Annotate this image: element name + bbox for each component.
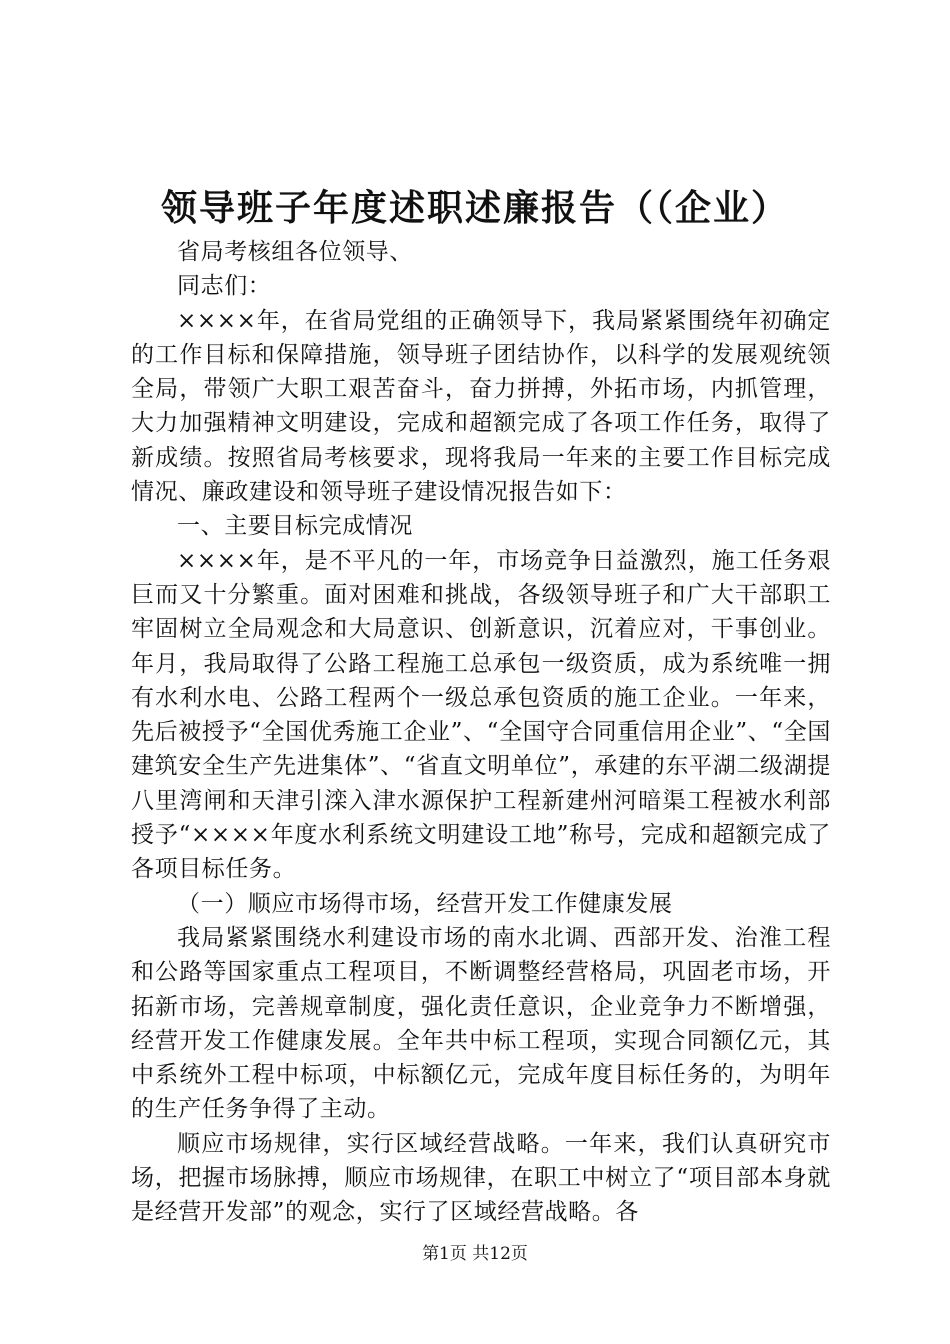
document-title: 领导班子年度述职述廉报告（（企业） <box>160 187 789 229</box>
section-heading: 一、主要目标完成情况 <box>177 513 413 540</box>
body-paragraph: 顺应市场规律，实行区域经营战略。一年来，我们认真研究市场，把握市场脉搏，顺应市场规律，在职工中树立了“项目部本身就是经营开发部”的观念，实行了区域经营战略。各 <box>131 1130 831 1226</box>
body-paragraph: ××××年，在省局党组的正确领导下，我局紧紧围绕年初确定的工作目标和保障措施，领导班子团结协作，以科学的发展观统领全局，带领广大职工艰苦奋斗，奋力拼搏，外拓市场，内抓管理，大力加强精神文明建设，完成和超额完成了各项工作任务，取得了新成绩。按照省局考核要求，现将我局一年来的主要工作目标完成情况、廉政建设和领导班子建设情况报告如下： <box>131 307 831 506</box>
body-paragraph: ××××年，是不平凡的一年，市场竞争日益激烈，施工任务艰巨而又十分繁重。面对困难和挑战，各级领导班子和广大干部职工牢固树立全局观念和大局意识、创新意识，沉着应对，干事创业。年月，我局取得了公路工程施工总承包一级资质，成为系统唯一拥有水利水电、公路工程两个一级总承包资质的施工企业。一年来，先后被授予“全国优秀施工企业”、“全国守合同重信用企业”、“全国建筑安全生产先进集体”、“省直文明单位”，承建的东平湖二级湖提八里湾闸和天津引滦入津水源保护工程新建州河暗渠工程被水利部授予“××××年度水利系统文明建设工地”称号，完成和超额完成了各项目标任务。 <box>131 547 831 883</box>
page-footer: 第1页 共12页 <box>422 1244 528 1264</box>
salutation-line: 同志们： <box>177 273 272 300</box>
body-paragraph: 我局紧紧围绕水利建设市场的南水北调、西部开发、治淮工程和公路等国家重点工程项目，不断调整经营格局，巩固老市场，开拓新市场，完善规章制度，强化责任意识，企业竞争力不断增强，经营开发工作健康发展。全年共中标工程项，实现合同额亿元，其中系统外工程中标项，中标额亿元，完成年度目标任务的，为明年的生产任务争得了主动。 <box>131 924 831 1123</box>
subsection-heading: （一）顺应市场得市场，经营开发工作健康发展 <box>177 890 673 917</box>
salutation-line: 省局考核组各位领导、 <box>177 239 413 265</box>
document-body <box>131 235 831 1230</box>
